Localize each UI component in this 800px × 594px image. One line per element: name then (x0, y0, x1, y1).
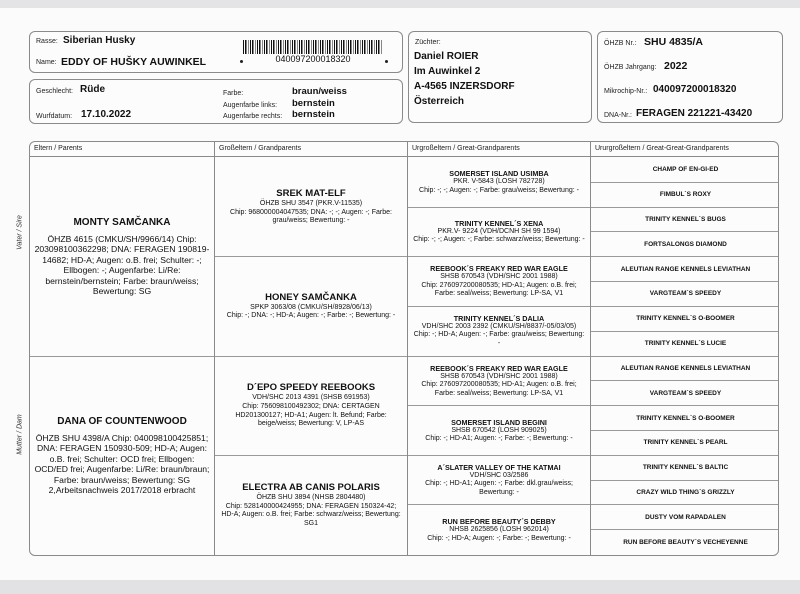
grandparent-cell (215, 456, 407, 555)
rasse-label: Rasse: (36, 38, 58, 45)
great-grandparent-name: RUN BEFORE BEAUTY´S DEBBY (442, 517, 556, 527)
great-great-grandparent-name: CHAMP OF EN-GI-ED (652, 166, 719, 174)
great-great-grandparent-cell (591, 456, 779, 481)
great-grandparent-name: SOMERSET ISLAND BEGINI (451, 417, 547, 427)
grandparent-name: HONEY SAMČANKA (265, 291, 357, 303)
barcode-number: 040097200018320 (275, 54, 351, 64)
great-grandparent-reg: PKR.V- 9224 (VDH/DCNH SH 99 1594) (437, 228, 561, 236)
great-grandparent-reg: NHSB 2625856 (LOSH 962014) (449, 526, 549, 534)
grandparent-reg: ÖHZB SHU 3894 (NHSB 2804480) (256, 493, 366, 501)
parent-cell-dam (30, 357, 214, 556)
grandparent-reg: ÖHZB SHU 3547 (PKR.V-11535) (259, 200, 363, 208)
grandparent-cell (215, 257, 407, 356)
farbe-value: braun/weiss (292, 86, 347, 97)
great-grandparent-reg: SHSB 670542 (LOSH 909025) (451, 426, 547, 434)
great-grandparent-info: Chip: -; HD-A1; Augen: -; Farbe: dkl.grau/weiss; Bewertung: - (425, 480, 573, 496)
great-grandparent-name: SOMERSET ISLAND USIMBA (449, 169, 549, 179)
column-header: Großeltern / Grandparents (215, 142, 407, 157)
great-great-grandparent-name: DUSTY VOM RAPADALEN (645, 513, 726, 521)
great-grandparent-info: Chip: -; HD-A1; Augen: -; Farbe: -; Bewertung: - (425, 434, 573, 442)
great-grandparent-cell (408, 307, 590, 357)
breeder-box (408, 31, 592, 123)
great-great-grandparent-name: TRINITY KENNEL´S BALTIC (642, 464, 729, 472)
great-great-grandparent-cell (591, 505, 779, 530)
parents-column (30, 142, 215, 555)
grandparents-column (215, 142, 408, 555)
rasse-value: Siberian Husky (63, 35, 136, 46)
grandparent-cell (215, 158, 407, 257)
mikrochip-value: 040097200018320 (653, 84, 737, 95)
great-great-grandparent-cell (591, 183, 779, 208)
great-great-grandparent-cell (591, 257, 779, 282)
great-grandparent-reg: VDH/SHC 03/2586 (469, 471, 529, 479)
great-grandparent-cell (408, 158, 590, 208)
great-great-grandparent-cell (591, 481, 779, 506)
registry-box (597, 31, 783, 123)
great-great-grandparent-name: TRINITY KENNEL´S PEARL (643, 439, 728, 447)
grandparent-reg: SPKP 3063/08 (CMKU/SH/8928/06/13) (250, 303, 372, 311)
augen-links-label: Augenfarbe links: (223, 102, 278, 109)
great-grandparents-column (408, 142, 591, 555)
wurfdatum-value: 17.10.2022 (81, 109, 132, 120)
pedigree-table (29, 141, 779, 556)
augen-links-value: bernstein (292, 98, 335, 109)
great-grandparent-cell (408, 357, 590, 407)
great-grandparent-cell (408, 208, 590, 258)
geschlecht-value: Rüde (80, 84, 105, 95)
great-great-grandparent-name: FORTSALONGS DIAMOND (644, 240, 727, 248)
great-grandparent-name: REEBOOK´S FREAKY RED WAR EAGLE (430, 264, 568, 274)
parent-cell-sire (30, 158, 214, 357)
top-bar (0, 0, 800, 8)
great-great-grandparent-name: RUN BEFORE BEAUTY´S VECHEYENNE (623, 539, 748, 547)
great-great-grandparent-cell (591, 357, 779, 382)
great-great-grandparent-name: VARGTEAM´S SPEEDY (649, 389, 722, 397)
column-header: Eltern / Parents (30, 142, 214, 157)
parent-name: MONTY SAMČANKA (73, 216, 171, 228)
breeder-line: Daniel ROIER (414, 51, 479, 62)
great-grandparent-reg: PKR. V-5843 (LOSH 782728) (453, 178, 545, 186)
great-grandparent-reg: SHSB 670543 (VDH/SHC 2001 1988) (440, 273, 558, 281)
grandparent-name: SREK MAT-ELF (276, 188, 346, 200)
great-grandparent-cell (408, 456, 590, 506)
great-great-grandparent-cell (591, 307, 779, 332)
great-great-grandparent-cell (591, 406, 779, 431)
great-grandparent-name: A´SLATER VALLEY OF THE KATMAI (437, 462, 561, 472)
great-great-grandparent-name: TRINITY KENNEL´S LUCIE (644, 340, 727, 348)
great-grandparent-info: Chip: 276097200080535; HD-A1; Augen: o.B. frei; Farbe: seal/weiss; Bewertung: LP-SA, V1 (421, 381, 577, 397)
dog-name: EDDY OF HUŠKY AUWINKEL (61, 56, 207, 68)
barcode-dot-left (240, 60, 243, 63)
bottom-bar (0, 580, 800, 594)
great-grandparent-info: Chip: -; HD-A; Augen: -; Farbe: grau/weiss; Bewertung: - (413, 331, 585, 347)
great-grandparent-reg: SHSB 670543 (VDH/SHC 2001 1988) (440, 372, 558, 380)
great-grandparent-name: TRINITY KENNEL´S XENA (454, 219, 544, 229)
grandparent-info: Chip: 968000004047535; DNA: -; -; Augen: -; Farbe: grau/weiss; Bewertung: - (230, 208, 392, 225)
grandparent-reg: VDH/SHC 2013 4391 (SHSB 691953) (252, 394, 370, 402)
great-great-grandparent-cell (591, 530, 779, 555)
great-grandparent-info: Chip: -; -; Augen: -; Farbe: schwarz/weiss; Bewertung: - (413, 236, 585, 244)
breeder-label: Züchter: (415, 39, 441, 46)
great-great-grandparent-cell (591, 158, 779, 183)
great-grandparent-name: TRINITY KENNEL´S DALIA (453, 314, 545, 324)
dog-details-box (29, 79, 403, 124)
parent-info: ÖHZB 4615 (CMKU/SH/9966/14) Chip: 203098100362298; DNA: FERAGEN 190819-14682; HD-A; Augen: o.B. frei; Schulter: -; Ellbogen: -; Augenfarbe: Li/Re: bernstein/bernstein; Farbe: braun/weiss; Bewertung: SG (34, 233, 210, 297)
parent-name: DANA OF COUNTENWOOD (57, 415, 187, 427)
augen-rechts-value: bernstein (292, 109, 335, 120)
great-grandparent-cell (408, 406, 590, 456)
great-great-grandparent-cell (591, 431, 779, 456)
parent-info: ÖHZB SHU 4398/A Chip: 040098100425851; DNA: FERAGEN 150930-509; HD-A; Augen: o.B. frei; Schulter: OCD frei; Ellbogen: OCD/ED frei; Augenfarbe: Li/Re: braun/braun; Farbe: braun/weiss; Bewertung: SG 2,Arbeitsnachweis 2017/2018 erbracht (34, 432, 210, 496)
dna-label: DNA-Nr.: (604, 112, 632, 119)
barcode-dot-right (385, 60, 388, 63)
ohzb-nr-label: ÖHZB Nr.: (604, 40, 637, 47)
great-grandparent-cell (408, 257, 590, 307)
mikrochip-label: Mikrochip-Nr.: (604, 88, 648, 95)
great-great-grandparent-name: TRINITY KENNEL´S O-BOOMER (636, 414, 735, 422)
jahrgang-value: 2022 (664, 60, 688, 72)
breeder-line: A-4565 INZERSDORF (414, 81, 515, 92)
ohzb-nr-value: SHU 4835/A (644, 36, 703, 48)
dam-side-label: Mutter / Dam (16, 414, 24, 455)
grandparent-info: Chip: -; DNA: -; HD-A; Augen: -; Farbe: -; Bewertung: - (226, 312, 396, 320)
breeder-line: Im Auwinkel 2 (414, 66, 481, 77)
geschlecht-label: Geschlecht: (36, 88, 73, 95)
augen-rechts-label: Augenfarbe rechts: (223, 113, 283, 120)
great-great-grandparent-name: TRINITY KENNEL´S O-BOOMER (636, 315, 735, 323)
dna-value: FERAGEN 221221-43420 (636, 108, 753, 119)
pedigree-document (0, 8, 800, 580)
great-great-grandparent-name: CRAZY WILD THING´S GRIZZLY (636, 488, 735, 496)
great-great-grandparent-name: ALEUTIAN RANGE KENNELS LEVIATHAN (620, 265, 751, 273)
great-grandparent-info: Chip: -; HD-A; Augen: -; Farbe: -; Bewertung: - (427, 534, 571, 542)
grandparent-info: Chip: 528140000424955; DNA: FERAGEN 150324-42; HD-A; Augen: o.B. frei; Farbe: schwarz/weiss; Bewertung: SG1 (221, 502, 401, 528)
barcode (243, 40, 383, 54)
great-grandparent-name: REEBOOK´S FREAKY RED WAR EAGLE (430, 363, 568, 373)
great-great-grandparent-name: VARGTEAM´S SPEEDY (649, 290, 722, 298)
grandparent-info: Chip: 756098100492302; DNA: CERTAGEN HD201300127; HD-A1; Augen: lt. Befund; Farbe: beige/weiss; Bewertung: V, LP-AS (235, 402, 387, 428)
great-great-grandparent-name: TRINITY KENNEL´S BUGS (645, 216, 726, 224)
great-great-grandparent-name: FIMBUL´S ROXY (659, 191, 712, 199)
column-header: Ururgroßeltern / Great-Great-Grandparents (591, 142, 779, 157)
great-grandparent-info: Chip: 276097200080535; HD-A1; Augen: o.B. frei; Farbe: seal/weiss; Bewertung: LP-SA, V1 (421, 281, 577, 298)
name-label: Name: (36, 59, 57, 66)
breeder-line: Österreich (414, 96, 465, 107)
grandparent-cell (215, 357, 407, 456)
grandparent-name: D´EPO SPEEDY REEBOOKS (246, 382, 376, 394)
great-grandparent-cell (408, 505, 590, 555)
great-grandparent-reg: VDH/SHC 2003 2392 (CMKU/SH/8837/-05/03/05) (421, 323, 577, 331)
great-great-grandparent-cell (591, 282, 779, 307)
wurfdatum-label: Wurfdatum: (36, 113, 73, 120)
great-great-grandparent-cell (591, 332, 779, 357)
great-great-grandparents-column (591, 142, 779, 555)
great-great-grandparent-cell (591, 381, 779, 406)
grandparent-name: ELECTRA AB CANIS POLARIS (242, 481, 380, 493)
jahrgang-label: ÖHZB Jahrgang: (604, 64, 657, 71)
sire-side-label: Vater / Sire (16, 215, 24, 250)
column-header: Urgroßeltern / Great-Grandparents (408, 142, 590, 157)
great-grandparent-info: Chip: -; -; Augen: -; Farbe: grau/weiss; Bewertung: - (419, 186, 579, 194)
great-great-grandparent-cell (591, 232, 779, 257)
farbe-label: Farbe: (223, 90, 244, 97)
great-great-grandparent-name: ALEUTIAN RANGE KENNELS LEVIATHAN (620, 364, 751, 372)
great-great-grandparent-cell (591, 208, 779, 233)
